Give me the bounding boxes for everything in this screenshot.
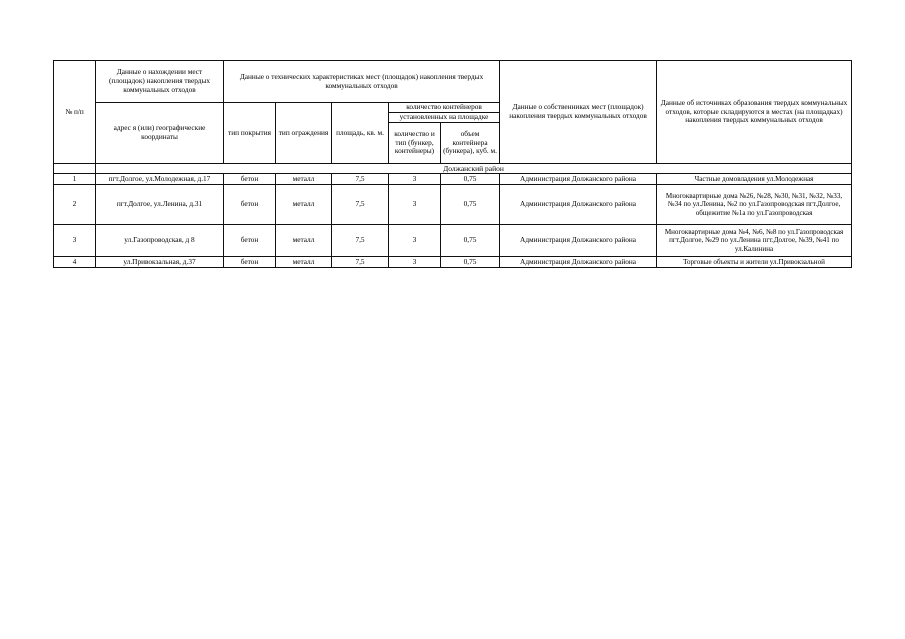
header-containers-count: количество контейнеров xyxy=(389,103,500,113)
row-fence: металл xyxy=(276,257,332,268)
row-address: пгт.Долгое, ул.Ленина, д.31 xyxy=(96,185,224,225)
row-area: 7,5 xyxy=(332,257,389,268)
row-cover: бетон xyxy=(224,174,276,185)
row-address: ул.Газопроводская, д 8 xyxy=(96,225,224,257)
row-fence: металл xyxy=(276,225,332,257)
row-fence: металл xyxy=(276,185,332,225)
table-row xyxy=(54,225,852,257)
row-area: 7,5 xyxy=(332,225,389,257)
row-source: Многоквартирные дома №26, №28, №30, №31, №32, №33, №34 по ул.Ленина, №2 по ул.Газопроводская пгт.Долгое, общежитие №1а по ул.Газопроводская xyxy=(657,185,852,225)
row-cover: бетон xyxy=(224,225,276,257)
row-num: 3 xyxy=(54,225,96,257)
header-address: адрес я (или) географические координаты xyxy=(96,103,224,164)
row-count: 3 xyxy=(389,185,441,225)
row-num: 1 xyxy=(54,174,96,185)
row-source: Многоквартирные дома №4, №6, №8 по ул.Газопроводская пгт.Долгое, №29 по ул.Ленина пгт.Долгое, №39, №41 по ул.Калинина xyxy=(657,225,852,257)
waste-sites-table xyxy=(53,60,852,268)
row-owner: Администрация Должанского района xyxy=(500,225,657,257)
row-count: 3 xyxy=(389,257,441,268)
header-tech-group: Данные о технических характеристиках мест (площадок) накопления твердых коммунальных отходов xyxy=(224,61,500,103)
row-count: 3 xyxy=(389,225,441,257)
row-volume: 0,75 xyxy=(441,257,500,268)
row-owner: Администрация Должанского района xyxy=(500,257,657,268)
row-cover: бетон xyxy=(224,185,276,225)
row-volume: 0,75 xyxy=(441,225,500,257)
header-location-group: Данные о нахождении мест (площадок) накопления твердых коммунальных отходов xyxy=(96,61,224,103)
header-cover: тип покрытия xyxy=(224,103,276,164)
header-owners: Данные о собственниках мест (площадок) накопления твердых коммунальных отходов xyxy=(500,61,657,164)
table-row xyxy=(54,257,852,268)
table-row xyxy=(54,185,852,225)
row-owner: Администрация Должанского района xyxy=(500,185,657,225)
row-address: ул.Привокзальная, д.37 xyxy=(96,257,224,268)
header-sources: Данные об источниках образования твердых коммунальных отходов, которые складируются в местах (на площадках) накопления твердых коммунальных отходов xyxy=(657,61,852,164)
row-fence: металл xyxy=(276,174,332,185)
header-fence: тип ограждения xyxy=(276,103,332,164)
table-row xyxy=(54,174,852,185)
row-address: пгт.Долгое, ул.Молодежная, д.17 xyxy=(96,174,224,185)
row-num: 2 xyxy=(54,185,96,225)
header-count-type: количество и тип (бункер, контейнеры) xyxy=(389,123,441,164)
row-source: Частные домовладения ул.Молодежная xyxy=(657,174,852,185)
header-containers-installed: установленных на площадке xyxy=(389,113,500,123)
region-label: Должанский район xyxy=(96,164,852,174)
row-area: 7,5 xyxy=(332,185,389,225)
region-row-num-cell xyxy=(54,164,96,174)
row-volume: 0,75 xyxy=(441,174,500,185)
row-num: 4 xyxy=(54,257,96,268)
row-cover: бетон xyxy=(224,257,276,268)
header-volume: объем контейнера (бункера), куб. м. xyxy=(441,123,500,164)
row-area: 7,5 xyxy=(332,174,389,185)
row-source: Торговые объекты и жители ул.Привокзальной xyxy=(657,257,852,268)
row-count: 3 xyxy=(389,174,441,185)
header-area: площадь, кв. м. xyxy=(332,103,389,164)
row-volume: 0,75 xyxy=(441,185,500,225)
header-num: № п/п xyxy=(54,61,96,164)
row-owner: Администрация Должанского района xyxy=(500,174,657,185)
